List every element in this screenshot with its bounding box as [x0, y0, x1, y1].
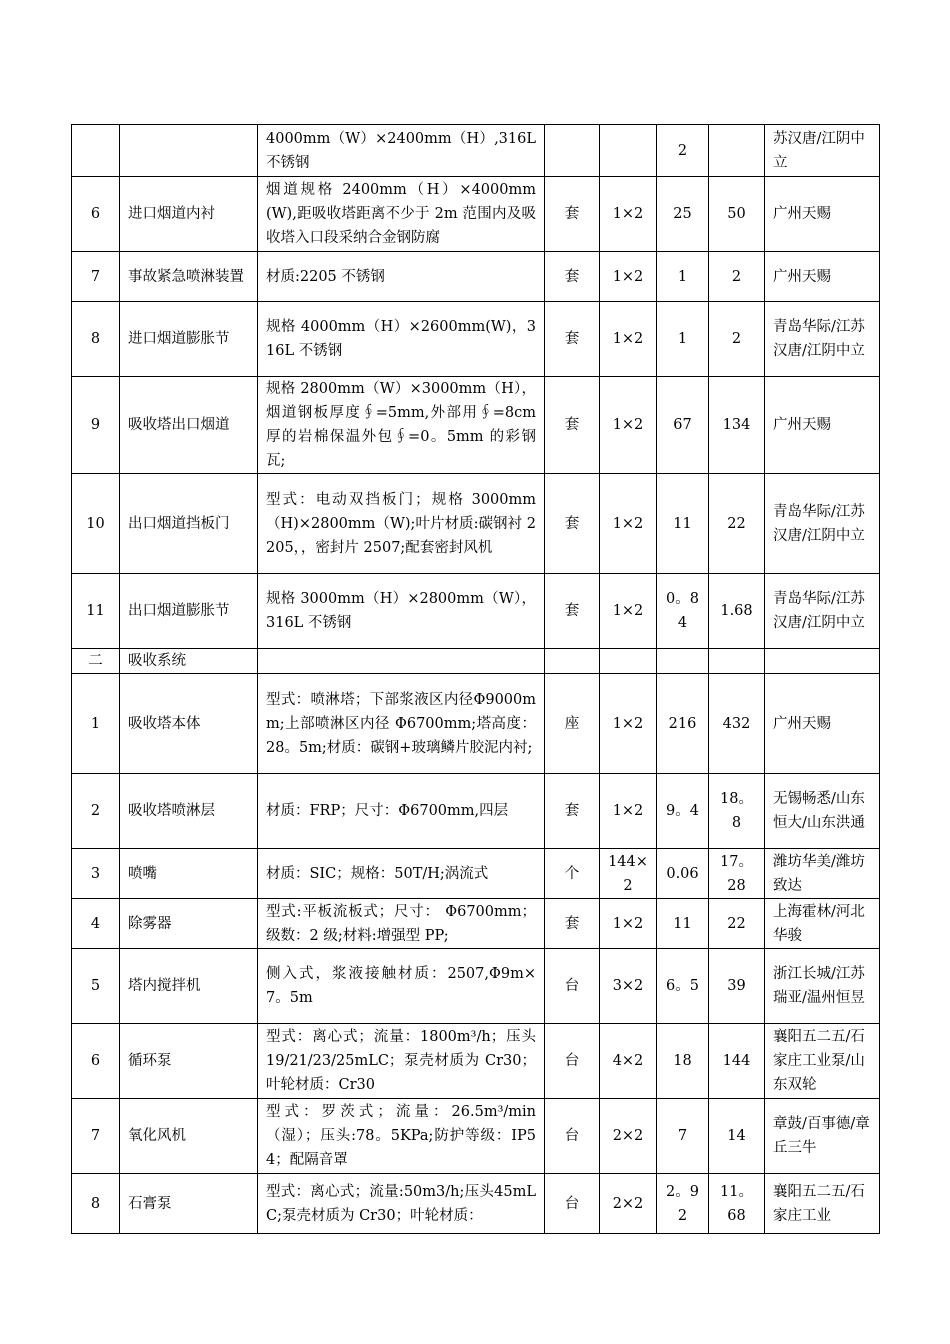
item-unit: 套	[545, 574, 600, 649]
item-unit-weight: 0.06	[657, 849, 709, 899]
item-total-weight: 432	[709, 674, 765, 774]
item-name: 喷嘴	[120, 849, 258, 899]
item-supplier: 广州天赐	[765, 377, 880, 474]
item-supplier: 广州天赐	[765, 252, 880, 302]
item-quantity: 3×2	[600, 949, 657, 1024]
item-unit: 台	[545, 1024, 600, 1099]
item-name: 事故紧急喷淋装置	[120, 252, 258, 302]
item-total-weight	[709, 125, 765, 177]
item-name: 吸收系统	[120, 649, 258, 674]
item-unit: 套	[545, 177, 600, 252]
item-quantity: 1×2	[600, 899, 657, 949]
item-total-weight: 50	[709, 177, 765, 252]
item-spec: 型式：喷淋塔；下部浆液区内径Φ9000mm;上部喷淋区内径 Φ6700mm;塔高度：28。5m;材质：碳钢+玻璃鳞片胶泥内衬;	[258, 674, 545, 774]
item-spec: 材质：FRP；尺寸：Φ6700mm,四层	[258, 774, 545, 849]
item-unit: 套	[545, 774, 600, 849]
item-number: 8	[72, 1174, 120, 1234]
table-row	[72, 252, 880, 302]
item-number: 二	[72, 649, 120, 674]
item-total-weight: 22	[709, 474, 765, 574]
item-total-weight: 134	[709, 377, 765, 474]
item-quantity: 1×2	[600, 377, 657, 474]
item-spec	[258, 649, 545, 674]
item-quantity: 1×2	[600, 177, 657, 252]
item-unit-weight: 6。5	[657, 949, 709, 1024]
item-supplier: 上海霍林/河北华骏	[765, 899, 880, 949]
item-supplier: 潍坊华美/潍坊致达	[765, 849, 880, 899]
item-unit-weight: 7	[657, 1099, 709, 1174]
item-quantity: 2×2	[600, 1174, 657, 1234]
item-unit: 台	[545, 1099, 600, 1174]
item-unit-weight: 2	[657, 125, 709, 177]
item-name: 出口烟道膨胀节	[120, 574, 258, 649]
item-quantity: 1×2	[600, 574, 657, 649]
table-row	[72, 125, 880, 177]
item-number	[72, 125, 120, 177]
table-row	[72, 474, 880, 574]
item-quantity: 2×2	[600, 1099, 657, 1174]
table-row	[72, 649, 880, 674]
item-quantity	[600, 649, 657, 674]
item-unit-weight: 18	[657, 1024, 709, 1099]
item-name: 除雾器	[120, 899, 258, 949]
table-row	[72, 674, 880, 774]
item-unit: 个	[545, 849, 600, 899]
item-supplier: 无锡畅悉/山东恒大/山东洪通	[765, 774, 880, 849]
item-total-weight: 2	[709, 302, 765, 377]
item-unit: 套	[545, 302, 600, 377]
item-number: 10	[72, 474, 120, 574]
table-row	[72, 302, 880, 377]
item-spec: 型式：离心式；流量:50m3/h;压头45mLC;泵壳材质为 Cr30；叶轮材质：	[258, 1174, 545, 1234]
item-supplier: 青岛华际/江苏汉唐/江阴中立	[765, 302, 880, 377]
item-supplier: 青岛华际/江苏汉唐/江阴中立	[765, 574, 880, 649]
table-row	[72, 849, 880, 899]
item-name	[120, 125, 258, 177]
item-supplier: 浙江长城/江苏瑞亚/温州恒昱	[765, 949, 880, 1024]
item-unit-weight: 11	[657, 474, 709, 574]
equipment-table	[71, 124, 880, 1234]
item-unit: 套	[545, 899, 600, 949]
item-spec: 4000mm（W）×2400mm（H）,316L 不锈钢	[258, 125, 545, 177]
item-unit-weight: 0。84	[657, 574, 709, 649]
item-quantity: 1×2	[600, 252, 657, 302]
table-row	[72, 899, 880, 949]
table-row	[72, 1099, 880, 1174]
item-unit-weight: 25	[657, 177, 709, 252]
item-name: 循环泵	[120, 1024, 258, 1099]
item-spec: 型式：罗茨式；流量：26.5m³/min（湿）；压头:78。5KPa;防护等级：IP54；配隔音罩	[258, 1099, 545, 1174]
item-number: 2	[72, 774, 120, 849]
item-quantity: 1×2	[600, 674, 657, 774]
item-name: 吸收塔出口烟道	[120, 377, 258, 474]
item-total-weight	[709, 649, 765, 674]
item-number: 5	[72, 949, 120, 1024]
item-unit: 座	[545, 674, 600, 774]
item-total-weight: 17。28	[709, 849, 765, 899]
item-unit-weight: 1	[657, 302, 709, 377]
item-unit-weight: 2。92	[657, 1174, 709, 1234]
item-unit: 台	[545, 1174, 600, 1234]
item-quantity: 4×2	[600, 1024, 657, 1099]
item-unit	[545, 649, 600, 674]
item-supplier: 襄阳五二五/石家庄工业泵/山东双轮	[765, 1024, 880, 1099]
item-supplier: 广州天赐	[765, 674, 880, 774]
table-row	[72, 1174, 880, 1234]
item-total-weight: 11。68	[709, 1174, 765, 1234]
item-quantity: 1×2	[600, 774, 657, 849]
item-spec: 规格 4000mm（H）×2600mm(W)，316L 不锈钢	[258, 302, 545, 377]
item-supplier: 广州天赐	[765, 177, 880, 252]
item-number: 1	[72, 674, 120, 774]
item-total-weight: 14	[709, 1099, 765, 1174]
item-unit	[545, 125, 600, 177]
item-unit: 套	[545, 474, 600, 574]
item-spec: 烟道规格 2400mm（H）×4000mm(W),距吸收塔距离不少于 2m 范围内及吸收塔入口段采纳合金钢防腐	[258, 177, 545, 252]
item-name: 石膏泵	[120, 1174, 258, 1234]
item-supplier: 苏汉唐/江阴中立	[765, 125, 880, 177]
table-row	[72, 377, 880, 474]
table-row	[72, 774, 880, 849]
item-quantity: 1×2	[600, 302, 657, 377]
item-spec: 材质:2205 不锈钢	[258, 252, 545, 302]
item-name: 氧化风机	[120, 1099, 258, 1174]
item-spec: 型式：离心式；流量：1800m³/h；压头 19/21/23/25mLC；泵壳材质为 Cr30；叶轮材质：Cr30	[258, 1024, 545, 1099]
item-total-weight: 2	[709, 252, 765, 302]
item-unit-weight: 1	[657, 252, 709, 302]
item-unit: 台	[545, 949, 600, 1024]
item-name: 进口烟道膨胀节	[120, 302, 258, 377]
item-spec: 材质：SIC；规格：50T/H;涡流式	[258, 849, 545, 899]
item-number: 8	[72, 302, 120, 377]
item-quantity	[600, 125, 657, 177]
item-name: 进口烟道内衬	[120, 177, 258, 252]
item-number: 11	[72, 574, 120, 649]
item-total-weight: 1.68	[709, 574, 765, 649]
item-unit-weight: 67	[657, 377, 709, 474]
item-spec: 侧入式，浆液接触材质：2507,Φ9m×7。5m	[258, 949, 545, 1024]
item-name: 塔内搅拌机	[120, 949, 258, 1024]
item-unit-weight: 11	[657, 899, 709, 949]
item-spec: 规格 3000mm（H）×2800mm（W），316L 不锈钢	[258, 574, 545, 649]
table-row	[72, 177, 880, 252]
item-supplier: 章鼓/百事德/章丘三牛	[765, 1099, 880, 1174]
item-unit-weight: 216	[657, 674, 709, 774]
item-name: 吸收塔喷淋层	[120, 774, 258, 849]
item-total-weight: 144	[709, 1024, 765, 1099]
item-quantity: 144×2	[600, 849, 657, 899]
item-name: 出口烟道挡板门	[120, 474, 258, 574]
table-row	[72, 574, 880, 649]
item-unit-weight: 9。4	[657, 774, 709, 849]
table-row	[72, 949, 880, 1024]
item-unit: 套	[545, 252, 600, 302]
item-spec: 规格 2800mm（W）×3000mm（H），烟道钢板厚度∮=5mm,外部用∮=8cm 厚的岩棉保温外包∮=0。5mm 的彩钢瓦;	[258, 377, 545, 474]
item-number: 3	[72, 849, 120, 899]
item-total-weight: 39	[709, 949, 765, 1024]
item-total-weight: 22	[709, 899, 765, 949]
item-quantity: 1×2	[600, 474, 657, 574]
table-row	[72, 1024, 880, 1099]
item-supplier	[765, 649, 880, 674]
item-supplier: 襄阳五二五/石家庄工业	[765, 1174, 880, 1234]
item-number: 7	[72, 1099, 120, 1174]
item-unit-weight	[657, 649, 709, 674]
item-number: 6	[72, 177, 120, 252]
item-unit: 套	[545, 377, 600, 474]
item-name: 吸收塔本体	[120, 674, 258, 774]
item-supplier: 青岛华际/江苏汉唐/江阴中立	[765, 474, 880, 574]
item-total-weight: 18。8	[709, 774, 765, 849]
item-spec: 型式:平板流板式；尺寸： Φ6700mm；级数：2 级;材料:增强型 PP;	[258, 899, 545, 949]
item-spec: 型式：电动双挡板门；规格 3000mm（H)×2800mm（W);叶片材质:碳钢衬 2205，，密封片 2507;配套密封风机	[258, 474, 545, 574]
item-number: 6	[72, 1024, 120, 1099]
item-number: 7	[72, 252, 120, 302]
item-number: 9	[72, 377, 120, 474]
item-number: 4	[72, 899, 120, 949]
